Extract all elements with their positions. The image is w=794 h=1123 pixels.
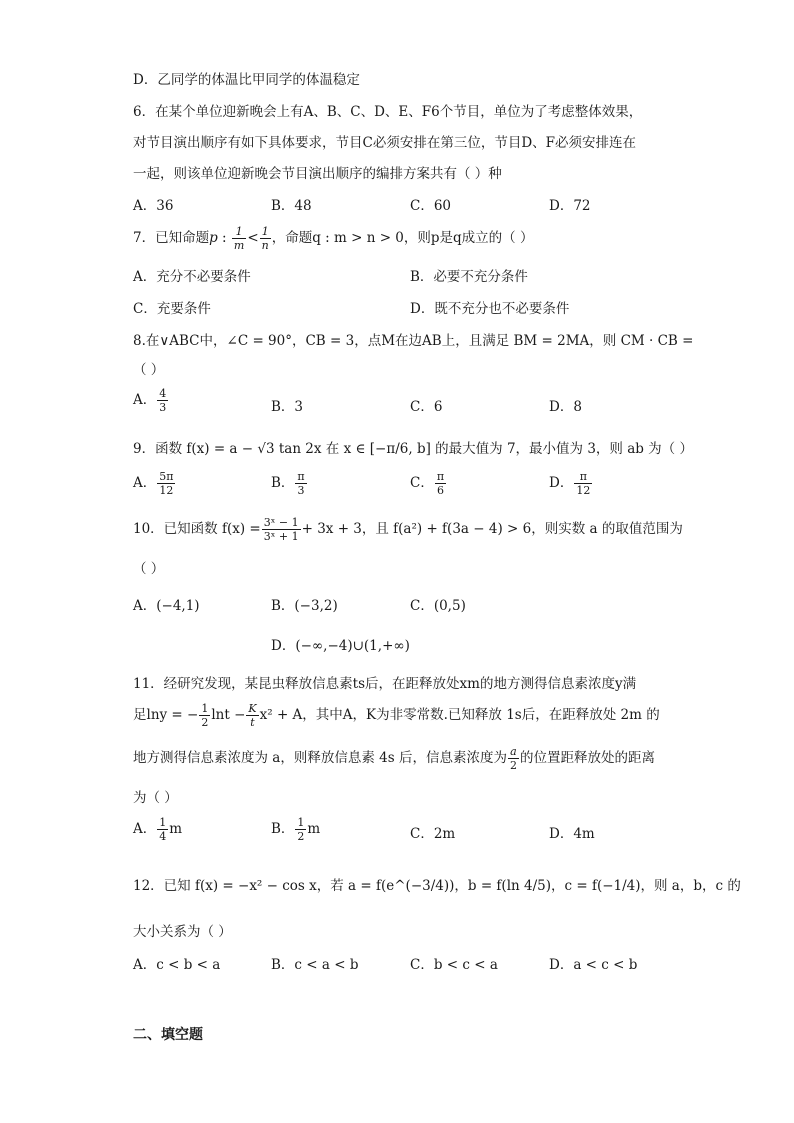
q10-text-line2: （ ）: [133, 561, 165, 577]
q8-option-c: C．6: [410, 399, 443, 415]
q6-text-line2: 对节目演出顺序有如下具体要求，节目C必须安排在第三位，节目D、F必须安排连在: [133, 135, 637, 151]
q11-option-a: A． $\frac{1}{4}$ m: [133, 816, 183, 843]
q10-text-line1: 10．已知函数 f(x) = $\frac{\text{3ˣ − 1}}{\text{3ˣ + 1}}$ + 3x + 3，且 f(a²) + f(3a − 4) > 6，则实数 a 的取值范围为: [133, 516, 683, 543]
q11-text-line1: 11．经研究发现，某昆虫释放信息素ts后，在距释放处xm的地方测得信息素浓度y满: [133, 676, 637, 692]
q11-text-line2: 足lny = − $\frac{1}{2}$ lnt − $\frac{K}{t}$ x² + A，其中A，K为非零常数.已知释放 1s后，在距释放处 2m 的: [133, 702, 660, 729]
q6-option-c: C．60: [410, 198, 452, 214]
q8-option-a: A． $\frac{4}{3}$: [133, 387, 167, 414]
q12-option-b: B．c < a < b: [271, 957, 359, 973]
q7-post: ，命题q : m > n > 0，则p是q成立的（ ）: [271, 230, 534, 246]
q9-text: 9．函数 f(x) = a − √3 tan 2x 在 x ∈ [−π/6, b] 的最大值为 7，最小值为 3，则 ab 为（ ）: [133, 441, 693, 457]
q10-fraction: $\frac{\text{3ˣ − 1}}{\text{3ˣ + 1}}$: [263, 516, 299, 543]
q8-option-d: D．8: [549, 399, 582, 415]
q7-p: p: [209, 230, 218, 246]
q9-option-c: C． $\frac{\pi}{6}$: [410, 470, 445, 497]
q9-option-d: D． $\frac{\pi}{12}$: [549, 470, 591, 497]
q8-text-line1: 8.在∨ABC中，∠C = 90°，CB = 3，点M在边AB上，且满足 BM = 2MA，则 CM · CB =: [133, 333, 694, 349]
q12-text-line1: 12．已知 f(x) = −x² − cos x，若 a = f(e^(−3/4))，b = f(ln 4/5)，c = f(−1/4)，则 a，b，c 的: [133, 878, 741, 894]
q5-option-d: D．乙同学的体温比甲同学的体温稳定: [133, 72, 360, 88]
q10-option-d: D．(−∞,−4)∪(1,+∞): [271, 638, 410, 654]
q11-option-c: C．2m: [410, 826, 456, 842]
q8-text-line2: （ ）: [133, 362, 165, 378]
q6-text-line1: 6．在某个单位迎新晚会上有A、B、C、D、E、F6个节目，单位为了考虑整体效果，: [133, 104, 643, 120]
q8-option-b: B．3: [271, 399, 304, 415]
q6-option-d: D．72: [549, 198, 591, 214]
q12-option-d: D．a < c < b: [549, 957, 638, 973]
q12-option-a: A．c < b < a: [133, 957, 221, 973]
q11-option-d: D．4m: [549, 826, 595, 842]
q6-option-a: A．36: [133, 198, 174, 214]
q7-pre: 7．已知命题: [133, 230, 210, 246]
q7-text: 7．已知命题p : $\frac{1}{m}$ < $\frac{1}{n}$ ，命题q : m > n > 0，则p是q成立的（ ）: [133, 225, 534, 252]
q7-less-than: <: [247, 230, 259, 246]
q7-option-a: A．充分不必要条件: [133, 269, 251, 285]
q12-text-line2: 大小关系为（ ）: [133, 924, 232, 940]
q7-option-d: D．既不充分也不必要条件: [410, 301, 570, 317]
q7-option-b: B．必要不充分条件: [410, 269, 528, 285]
q6-option-b: B．48: [271, 198, 312, 214]
q11-text-line4: 为（ ）: [133, 790, 178, 806]
q10-option-a: A．(−4,1): [133, 598, 200, 614]
q7-option-c: C．充要条件: [133, 301, 211, 317]
q10-option-b: B．(−3,2): [271, 598, 338, 614]
section-title: 二、填空题: [133, 1027, 203, 1043]
q9-option-a: A． $\frac{5\pi}{12}$: [133, 470, 174, 497]
q12-option-c: C．b < c < a: [410, 957, 498, 973]
q9-option-b: B． $\frac{\pi}{3}$: [271, 470, 305, 497]
q10-option-c: C．(0,5): [410, 598, 466, 614]
q7-fraction-2: $\frac{1}{n}$: [261, 225, 269, 252]
q6-text-line3: 一起，则该单位迎新晚会节目演出顺序的编排方案共有（ ）种: [133, 166, 502, 182]
q7-fraction-1: $\frac{1}{m}$: [233, 225, 245, 252]
q11-option-b: B． $\frac{1}{2}$ m: [271, 816, 321, 843]
q11-text-line3: 地方测得信息素浓度为 a，则释放信息素 4s 后，信息素浓度为 $\frac{a}{2}$ 的位置距释放处的距离: [133, 745, 655, 772]
